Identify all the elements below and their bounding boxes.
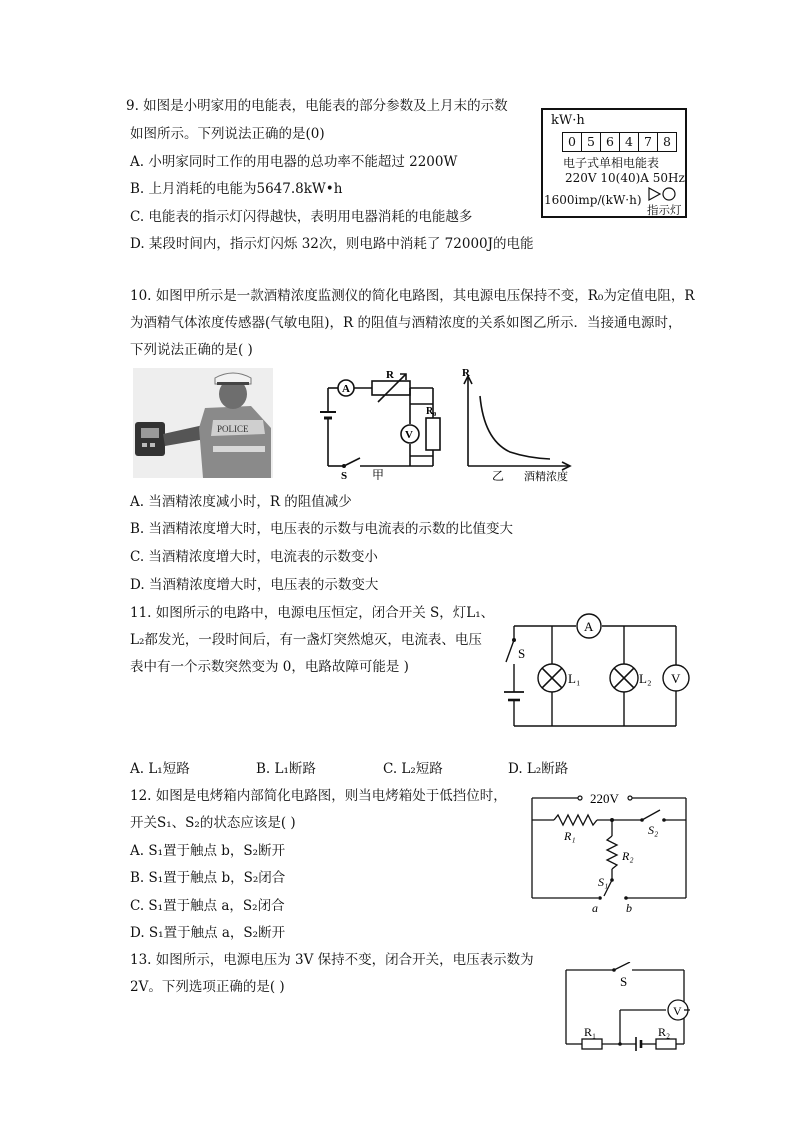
q12-b-label: b <box>626 901 632 915</box>
q10-ammeter-label: A <box>342 383 350 395</box>
q10-option-d: D. 当酒精浓度增大时，电压表的示数变大 <box>130 577 379 593</box>
q10-r0-label: R₀ <box>426 406 437 417</box>
q13-circuit <box>560 962 690 1054</box>
q12-s2-label: S₂ <box>648 823 659 837</box>
q9-stem-line1: 9. 如图是小明家用的电能表，电能表的部分参数及上月末的示数 <box>126 98 508 114</box>
q10-graph-xlabel: 酒精浓度 <box>524 471 568 482</box>
q12-option-b: B. S₁置于触点 b，S₂闭合 <box>130 870 286 886</box>
meter-unit: kW·h <box>551 113 585 128</box>
meter-digit: 0 <box>563 133 582 151</box>
q10-circuit-jia <box>318 368 442 480</box>
meter-digit: 6 <box>601 133 620 151</box>
q13-voltmeter-label: V <box>673 1004 682 1018</box>
meter-digit: 4 <box>620 133 639 151</box>
q12-option-c: C. S₁置于触点 a，S₂闭合 <box>130 898 285 914</box>
q12-voltage-label: 220V <box>590 791 619 806</box>
q9-option-c: C. 电能表的指示灯闪得越快，表明用电器消耗的电能越多 <box>130 209 473 225</box>
q11-option-a: A. L₁短路 <box>130 761 190 777</box>
q10-graph-label: 乙 <box>492 469 505 482</box>
q11-l2-label: L₂ <box>639 671 652 686</box>
q9-option-b: B. 上月消耗的电能为5647.8kW•h <box>130 181 343 197</box>
q11-option-d: D. L₂断路 <box>508 761 569 777</box>
meter-digit: 7 <box>639 133 658 151</box>
q11-option-b: B. L₁断路 <box>256 761 316 777</box>
meter-digit: 5 <box>582 133 601 151</box>
q10-stem-line3: 下列说法正确的是( ) <box>130 342 253 358</box>
q9-energy-meter-figure <box>541 108 687 218</box>
svg-text:POLICE: POLICE <box>217 424 249 434</box>
q13-switch-label: S <box>620 974 628 989</box>
q12-stem-line1: 12. 如图是电烤箱内部简化电路图，则当电烤箱处于低挡位时， <box>130 788 507 804</box>
police-breathalyzer-photo <box>133 368 273 478</box>
q12-r1-label: R₁ <box>564 829 576 843</box>
q10-voltmeter-label: V <box>405 429 413 441</box>
q13-r2-label: R₂ <box>658 1025 671 1039</box>
q11-ammeter-label: A <box>584 619 594 634</box>
q9-stem-line2: 如图所示。下列说法正确的是(0) <box>130 126 325 142</box>
q10-graph-yi <box>458 366 578 482</box>
q12-option-d: D. S₁置于触点 a，S₂断开 <box>130 925 286 941</box>
q10-option-c: C. 当酒精浓度增大时，电流表的示数变小 <box>130 549 378 565</box>
q12-circuit <box>524 788 694 916</box>
meter-imp-unit: (kW·h) <box>601 193 642 207</box>
q11-stem-line1: 11. 如图所示的电路中，电源电压恒定，闭合开关 S，灯L₁、 <box>130 605 495 621</box>
meter-digit: 8 <box>663 134 671 149</box>
q10-option-a: A. 当酒精浓度减小时，R 的阻值减少 <box>130 494 352 510</box>
q11-stem-line2: L₂都发光，一段时间后，有一盏灯突然熄灭，电流表、电压 <box>130 632 482 648</box>
meter-imp: 1600imp/ <box>544 193 602 207</box>
q10-switch-label: S <box>341 470 348 480</box>
q12-a-label: a <box>592 901 598 915</box>
q12-stem-line2: 开关S₁、S₂的状态应该是( ) <box>130 815 296 831</box>
q13-stem-line1: 13. 如图所示，电源电压为 3V 保持不变，闭合开关，电压表示数为 <box>130 952 534 968</box>
q10-stem-line1: 10. 如图甲所示是一款酒精浓度监测仪的简化电路图，其电源电压保持不变，R₀为定值电阻，R <box>130 288 695 304</box>
q11-circuit <box>500 610 696 734</box>
q11-l1-label: L₁ <box>568 671 581 686</box>
q11-voltmeter-label: V <box>671 671 681 686</box>
meter-lamp-label: 指示灯 <box>647 203 682 217</box>
q10-stem-line2: 为酒精气体浓度传感器(气敏电阻)，R 的阻值与酒精浓度的关系如图乙所示．当接通电源时， <box>130 315 682 331</box>
q10-graph-ylabel: R <box>462 367 470 379</box>
q10-r-label: R <box>386 369 394 381</box>
q12-s1-label: S₁ <box>598 875 609 889</box>
q13-r1-label: R₁ <box>584 1025 597 1039</box>
q9-option-d: D. 某段时间内，指示灯闪烁 32次，则电路中消耗了 72000J的电能 <box>130 236 534 252</box>
meter-rating: 220V 10(40)A 50Hz <box>565 171 685 185</box>
q11-switch-label: S <box>518 646 526 661</box>
q12-option-a: A. S₁置于触点 b，S₂断开 <box>130 843 286 859</box>
q10-circuit-label: 甲 <box>372 468 385 480</box>
indicator-lamp-icon <box>647 186 687 202</box>
q13-stem-line2: 2V。下列选项正确的是( ) <box>130 979 285 995</box>
q11-option-c: C. L₂短路 <box>383 761 443 777</box>
meter-digit-row <box>562 132 677 152</box>
q9-option-a: A. 小明家同时工作的用电器的总功率不能超过 2200W <box>130 154 458 170</box>
meter-name: 电子式单相电能表 <box>563 156 660 170</box>
q12-r2-label: R₂ <box>622 849 634 863</box>
q11-stem-line3: 表中有一个示数突然变为 0，电路故障可能是 ) <box>130 659 409 675</box>
q10-option-b: B. 当酒精浓度增大时，电压表的示数与电流表的示数的比值变大 <box>130 521 514 537</box>
